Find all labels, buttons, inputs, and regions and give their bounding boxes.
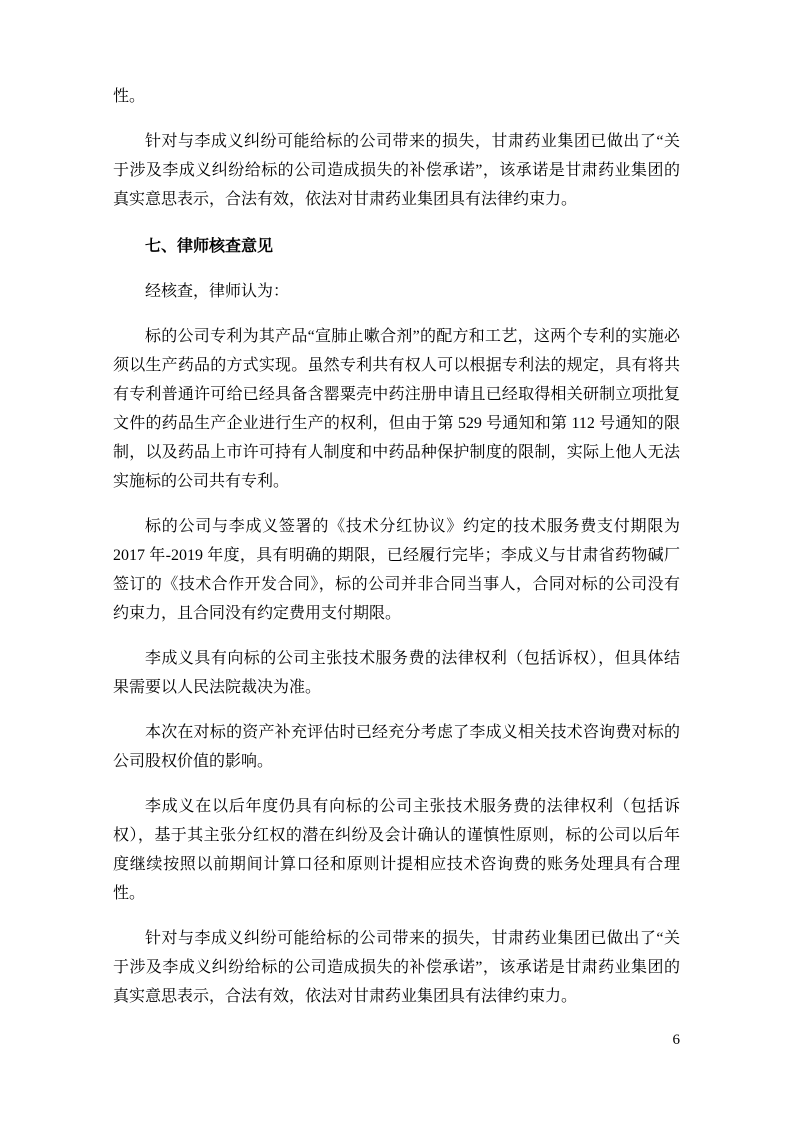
paragraph-compensation-commitment-repeat: 针对与李成义纠纷可能给标的公司带来的损失，甘肃药业集团已做出了“关于涉及李成义纠纷给标的公司造成损失的补偿承诺”，该承诺是甘肃药业集团的真实意思表示，合法有效，依法对甘肃药业集团具有法律约束力。 (113, 930, 680, 1005)
page-number: 6 (672, 1032, 680, 1048)
paragraph-patent-implementation: 标的公司专利为其产品“宣肺止嗽合剂”的配方和工艺，这两个专利的实施必须以生产药品的方式实现。虽然专利共有权人可以根据专利法的规定，具有将共有专利普通许可给已经具备含罂粟壳中药注册申请且已经取得相关研制立项批复文件的药品生产企业进行生产的权利，但由于第 529 号通知和第 112 号通知的限制，以及药品上市许可持有人制度和中药品种保护制度的限制，实际上他人无法实施标的公司共有专利。 (113, 328, 680, 490)
paragraph-compensation-commitment: 针对与李成义纠纷可能给标的公司带来的损失，甘肃药业集团已做出了“关于涉及李成义纠纷给标的公司造成损失的补偿承诺”，该承诺是甘肃药业集团的真实意思表示，合法有效，依法对甘肃药业集团具有法律约束力。 (113, 133, 680, 208)
paragraph-future-accrual-reasonableness: 李成义在以后年度仍具有向标的公司主张技术服务费的法律权利（包括诉权），基于其主张分红权的潜在纠纷及会计确认的谨慎性原则，标的公司以后年度继续按照以前期间计算口径和原则计提相应技术咨询费的账务处理具有合理性。 (113, 798, 680, 902)
paragraph-asset-valuation: 本次在对标的资产补充评估时已经充分考虑了李成义相关技术咨询费对标的公司股权价值的影响。 (113, 724, 680, 770)
paragraph-agreement-terms: 标的公司与李成义签署的《技术分红协议》约定的技术服务费支付期限为 2017 年-2019 年度，具有明确的期限，已经履行完毕；李成义与甘肃省药物碱厂签订的《技术合作开发合同》，标的公司并非合同当事人，合同对标的公司没有约束力，且合同没有约定费用支付期限。 (113, 518, 680, 622)
section-heading: 七、律师核查意见 (145, 238, 274, 255)
document-body (113, 82, 680, 1011)
continuation-text: 性。 (113, 88, 146, 105)
paragraph-lawyer-opinion-intro: 经核查，律师认为： (145, 283, 290, 300)
paragraph-legal-right-litigation: 李成义具有向标的公司主张技术服务费的法律权利（包括诉权），但具体结果需要以人民法院裁决为准。 (113, 650, 680, 696)
